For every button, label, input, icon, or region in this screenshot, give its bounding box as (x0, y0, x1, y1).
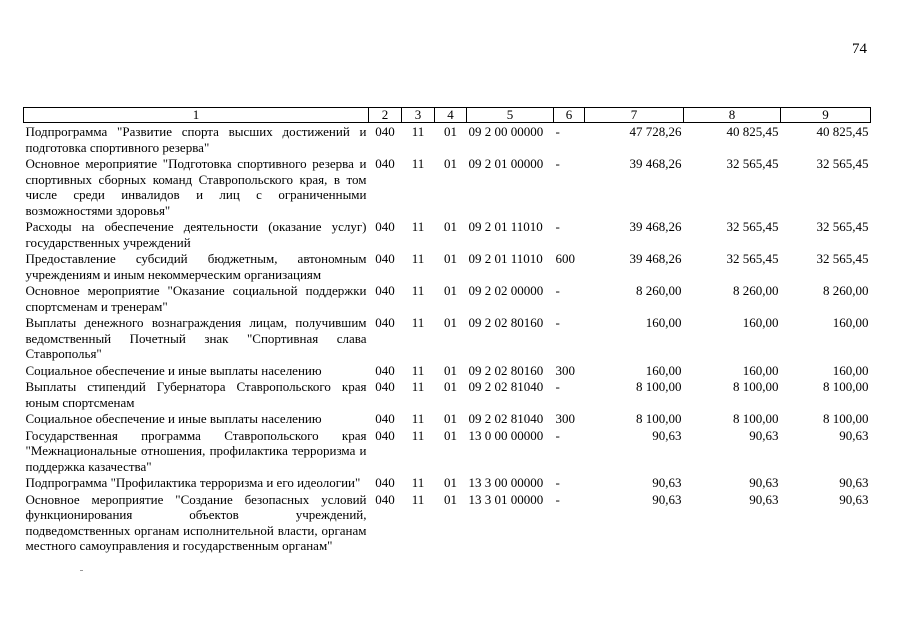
cell-subsection: 01 (444, 411, 457, 426)
cell-amount-year-3: 160,00 (832, 362, 869, 378)
cell-section: 11 (411, 156, 425, 171)
cell-amount-year-1: 47 728,26 (629, 124, 682, 139)
cell-subsection: 01 (444, 427, 457, 443)
cell-section: 11 (411, 124, 425, 139)
cell-amount-year-1: 8 100,00 (636, 411, 682, 426)
cell-target-article: 09 2 01 11010 (468, 251, 543, 266)
cell-section: 11 (411, 315, 425, 330)
cell-expense-type: - (555, 427, 560, 443)
cell-name: Выплаты денежного вознаграждения лицам, получившим ведомственный Почетный знак "Спортивная слава Ставрополья" (25, 315, 367, 361)
cell-amount-year-1: 39 468,26 (629, 156, 682, 171)
cell-section: 11 (411, 379, 425, 394)
table-row (24, 123, 871, 156)
cell-target-article: 09 2 01 00000 (468, 156, 544, 171)
cell-ministry-code: 040 (375, 379, 395, 394)
cell-name: Социальное обеспечение и иные выплаты населению (25, 411, 322, 426)
cell-amount-year-2: 32 565,45 (726, 156, 779, 171)
table-row (24, 155, 871, 218)
cell-subsection: 01 (444, 379, 457, 394)
cell-amount-year-2: 90,63 (749, 491, 779, 507)
cell-target-article: 09 2 02 00000 (468, 283, 544, 298)
cell-expense-type: 300 (555, 411, 575, 426)
cell-expense-type: - (555, 124, 560, 139)
cell-ministry-code: 040 (375, 315, 395, 330)
cell-amount-year-2: 32 565,45 (726, 219, 779, 234)
table-row (24, 314, 871, 362)
cell-name: Выплаты стипендий Губернатора Ставропольского края юным спортсменам (25, 379, 367, 410)
cell-name: Социальное обеспечение и иные выплаты населению (25, 362, 322, 378)
cell-section: 11 (411, 427, 425, 443)
cell-subsection: 01 (444, 315, 457, 330)
table-row (24, 218, 871, 250)
cell-amount-year-2: 8 100,00 (733, 379, 779, 394)
table-row (24, 362, 871, 379)
cell-ministry-code: 040 (375, 362, 395, 378)
cell-amount-year-3: 90,63 (839, 427, 869, 443)
cell-section: 11 (411, 491, 425, 507)
cell-amount-year-3: 90,63 (839, 491, 869, 507)
header-row (24, 108, 871, 123)
cell-amount-year-1: 8 260,00 (636, 283, 682, 298)
cell-amount-year-3: 8 260,00 (823, 283, 869, 298)
cell-amount-year-2: 40 825,45 (726, 124, 779, 139)
cell-section: 11 (411, 411, 425, 426)
cell-expense-type: - (555, 156, 560, 171)
table-body (24, 123, 871, 554)
cell-section: 11 (411, 219, 425, 234)
cell-ministry-code: 040 (375, 251, 395, 266)
cell-amount-year-3: 32 565,45 (816, 251, 869, 266)
table-row (24, 491, 871, 554)
cell-section: 11 (411, 362, 425, 378)
cell-subsection: 01 (444, 124, 457, 139)
cell-name: Подпрограмма "Развитие спорта высших достижений и подготовка спортивного резерва" (25, 124, 367, 155)
cell-amount-year-1: 90,63 (652, 475, 682, 490)
cell-amount-year-1: 8 100,00 (636, 379, 682, 394)
cell-ministry-code: 040 (375, 283, 395, 298)
cell-subsection: 01 (444, 491, 457, 507)
header-cell-4: 4 (435, 108, 467, 123)
header-cell-2: 2 (369, 108, 402, 123)
cell-amount-year-2: 160,00 (742, 315, 779, 330)
cell-target-article: 13 3 00 00000 (468, 475, 544, 490)
cell-subsection: 01 (444, 362, 457, 378)
cell-amount-year-1: 160,00 (645, 315, 682, 330)
cell-amount-year-1: 90,63 (652, 491, 682, 507)
cell-amount-year-3: 32 565,45 (816, 219, 869, 234)
cell-name: Предоставление субсидий бюджетным, автономным учреждениям и иным некоммерческим организациям (25, 251, 367, 282)
table-row (24, 410, 871, 427)
cell-amount-year-1: 39 468,26 (629, 251, 682, 266)
header-cell-3: 3 (402, 108, 435, 123)
table-row (24, 427, 871, 475)
cell-ministry-code: 040 (375, 219, 395, 234)
budget-table (23, 107, 871, 554)
cell-name: Основное мероприятие "Подготовка спортивного резерва и спортивных сборных команд Ставропольского края, в том числе среди инвалидов и лиц с ограниченными возможностями здоровья" (25, 156, 367, 218)
cell-subsection: 01 (444, 219, 457, 234)
cell-name: Расходы на обеспечение деятельности (оказание услуг) государственных учреждений (25, 219, 367, 250)
cell-amount-year-2: 90,63 (749, 475, 779, 490)
cell-subsection: 01 (444, 283, 457, 298)
cell-ministry-code: 040 (375, 124, 395, 139)
cell-ministry-code: 040 (375, 491, 395, 507)
cell-amount-year-3: 8 100,00 (823, 411, 869, 426)
scan-speck (80, 570, 83, 571)
cell-amount-year-3: 160,00 (832, 315, 869, 330)
page-number: 74 (852, 41, 867, 57)
cell-expense-type: - (555, 219, 560, 234)
cell-subsection: 01 (444, 156, 457, 171)
cell-ministry-code: 040 (375, 411, 395, 426)
header-cell-5: 5 (467, 108, 554, 123)
cell-name: Государственная программа Ставропольского края "Межнациональные отношения, профилактика терроризма и поддержка казачества" (25, 427, 367, 474)
cell-amount-year-1: 39 468,26 (629, 219, 682, 234)
cell-target-article: 13 0 00 00000 (468, 427, 544, 443)
cell-target-article: 09 2 02 80160 (468, 315, 544, 330)
cell-amount-year-2: 32 565,45 (726, 251, 779, 266)
cell-subsection: 01 (444, 475, 457, 490)
cell-target-article: 09 2 02 81040 (468, 411, 544, 426)
cell-name: Подпрограмма "Профилактика терроризма и его идеологии" (25, 475, 361, 490)
header-cell-1: 1 (24, 108, 369, 123)
cell-target-article: 09 2 00 00000 (468, 124, 544, 139)
cell-amount-year-1: 90,63 (652, 427, 682, 443)
cell-amount-year-3: 8 100,00 (823, 379, 869, 394)
table-row (24, 250, 871, 282)
cell-expense-type: - (555, 379, 560, 394)
header-cell-7: 7 (585, 108, 684, 123)
cell-expense-type: - (555, 315, 560, 330)
cell-expense-type: 300 (555, 362, 575, 378)
header-cell-8: 8 (684, 108, 781, 123)
header-cell-6: 6 (554, 108, 585, 123)
cell-section: 11 (411, 283, 425, 298)
cell-target-article: 13 3 01 00000 (468, 491, 544, 507)
cell-amount-year-2: 8 100,00 (733, 411, 779, 426)
cell-expense-type: - (555, 283, 560, 298)
cell-amount-year-1: 160,00 (645, 362, 682, 378)
cell-amount-year-3: 40 825,45 (816, 124, 869, 139)
table-row (24, 282, 871, 314)
cell-amount-year-3: 32 565,45 (816, 156, 869, 171)
cell-name: Основное мероприятие "Создание безопасных условий функционирования объектов учреждений, подведомственных органам исполнительной власти, органам местного самоуправления и государственным органам" (25, 491, 367, 553)
table-row (24, 474, 871, 491)
cell-target-article: 09 2 02 80160 (468, 362, 544, 378)
header-cell-9: 9 (781, 108, 871, 123)
cell-target-article: 09 2 02 81040 (468, 379, 544, 394)
cell-section: 11 (411, 475, 425, 490)
cell-amount-year-3: 90,63 (839, 475, 869, 490)
cell-amount-year-2: 8 260,00 (733, 283, 779, 298)
cell-expense-type: - (555, 491, 560, 507)
cell-subsection: 01 (444, 251, 457, 266)
cell-section: 11 (411, 251, 425, 266)
cell-target-article: 09 2 01 11010 (468, 219, 543, 234)
cell-amount-year-2: 90,63 (749, 427, 779, 443)
cell-expense-type: - (555, 475, 560, 490)
cell-ministry-code: 040 (375, 475, 395, 490)
table-row (24, 378, 871, 410)
cell-amount-year-2: 160,00 (742, 362, 779, 378)
cell-name: Основное мероприятие "Оказание социальной поддержки спортсменам и тренерам" (25, 283, 367, 314)
cell-ministry-code: 040 (375, 427, 395, 443)
cell-expense-type: 600 (555, 251, 575, 266)
cell-ministry-code: 040 (375, 156, 395, 171)
